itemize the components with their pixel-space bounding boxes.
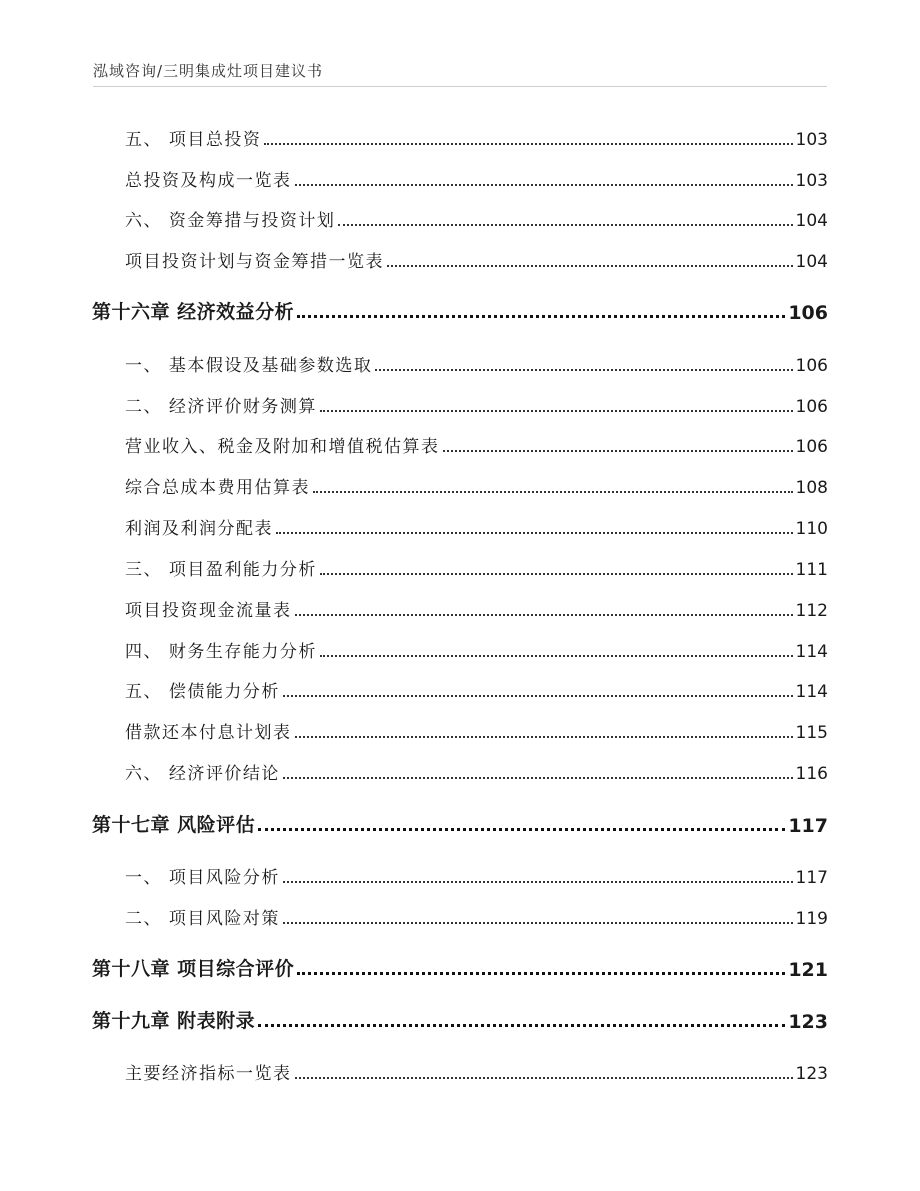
toc-entry-label: 第十九章 附表附录	[92, 1010, 256, 1032]
toc-entry-label: 一、 项目风险分析	[125, 868, 280, 888]
toc-page-number: 121	[788, 959, 828, 981]
dot-leader	[320, 410, 793, 412]
toc-entry-label: 五、 偿债能力分析	[125, 682, 280, 702]
toc-entry-label: 六、 资金筹措与投资计划	[125, 211, 336, 231]
dot-leader	[283, 881, 793, 883]
dot-leader	[264, 143, 792, 145]
toc-page-number: 108	[795, 478, 828, 498]
toc-entry-label: 三、 项目盈利能力分析	[125, 560, 317, 580]
dot-leader	[258, 1024, 785, 1027]
dot-leader	[283, 922, 793, 924]
dot-leader	[313, 491, 793, 493]
dot-leader	[320, 655, 793, 657]
toc-page-number: 106	[795, 437, 828, 457]
toc-section-entry[interactable]	[125, 678, 828, 702]
toc-section-entry[interactable]	[125, 864, 828, 888]
toc-entry-label: 四、 财务生存能力分析	[125, 642, 317, 662]
dot-leader	[276, 532, 793, 534]
toc-entry-label: 第十八章 项目综合评价	[92, 958, 295, 980]
toc-entry-label: 项目投资现金流量表	[125, 601, 292, 621]
toc-chapter-entry[interactable]	[92, 1005, 828, 1033]
dot-leader	[320, 573, 793, 575]
toc-page-number: 115	[795, 723, 828, 743]
toc-page-number: 106	[795, 397, 828, 417]
toc-entry-label: 第十七章 风险评估	[92, 814, 256, 836]
toc-entry-label: 总投资及构成一览表	[125, 171, 292, 191]
toc-entry-label: 主要经济指标一览表	[125, 1064, 292, 1084]
toc-page-number: 117	[788, 815, 828, 837]
dot-leader	[295, 736, 793, 738]
dot-leader	[297, 315, 785, 318]
toc-chapter-entry[interactable]	[92, 953, 828, 981]
toc-page-number: 104	[795, 252, 828, 272]
toc-section-entry[interactable]	[125, 352, 828, 376]
toc-entry-label: 项目投资计划与资金筹措一览表	[125, 252, 384, 272]
toc-page-number: 103	[795, 171, 828, 191]
toc-section-entry[interactable]	[125, 126, 828, 150]
toc-chapter-entry[interactable]	[92, 296, 828, 324]
toc-section-entry[interactable]	[125, 248, 828, 272]
toc-section-entry[interactable]	[125, 474, 828, 498]
toc-section-entry[interactable]	[125, 760, 828, 784]
dot-leader	[295, 184, 793, 186]
dot-leader	[295, 1077, 793, 1079]
toc-chapter-entry[interactable]	[92, 809, 828, 837]
toc-page-number: 114	[795, 682, 828, 702]
toc-section-entry[interactable]	[125, 719, 828, 743]
toc-page-number: 116	[795, 764, 828, 784]
toc-entry-label: 借款还本付息计划表	[125, 723, 292, 743]
dot-leader	[443, 450, 793, 452]
toc-page-number: 111	[795, 560, 828, 580]
toc-section-entry[interactable]	[125, 207, 828, 231]
dot-leader	[258, 828, 785, 831]
toc-entry-label: 综合总成本费用估算表	[125, 478, 310, 498]
toc-page-number: 123	[788, 1011, 828, 1033]
toc-page-number: 104	[795, 211, 828, 231]
toc-entry-label: 一、 基本假设及基础参数选取	[125, 356, 373, 376]
toc-entry-label: 利润及利润分配表	[125, 519, 273, 539]
toc-entry-label: 二、 经济评价财务测算	[125, 397, 317, 417]
toc-section-entry[interactable]	[125, 167, 828, 191]
toc-section-entry[interactable]	[125, 638, 828, 662]
toc-section-entry[interactable]	[125, 393, 828, 417]
dot-leader	[338, 224, 792, 226]
toc-section-entry[interactable]	[125, 556, 828, 580]
toc-page-number: 110	[795, 519, 828, 539]
toc-page-number: 119	[795, 909, 828, 929]
toc-entry-label: 二、 项目风险对策	[125, 909, 280, 929]
toc-entry-label: 五、 项目总投资	[125, 130, 262, 150]
toc-section-entry[interactable]	[125, 433, 828, 457]
dot-leader	[375, 369, 792, 371]
running-header: 泓域咨询/三明集成灶项目建议书	[93, 62, 324, 80]
toc-entry-label: 第十六章 经济效益分析	[92, 301, 295, 323]
toc-page-number: 114	[795, 642, 828, 662]
dot-leader	[283, 695, 793, 697]
dot-leader	[295, 614, 793, 616]
toc-entry-label: 营业收入、税金及附加和增值税估算表	[125, 437, 440, 457]
toc-entry-label: 六、 经济评价结论	[125, 764, 280, 784]
toc-page-number: 117	[795, 868, 828, 888]
toc-page-number: 103	[795, 130, 828, 150]
toc-section-entry[interactable]	[125, 597, 828, 621]
toc-page-number: 112	[795, 601, 828, 621]
toc-section-entry[interactable]	[125, 905, 828, 929]
toc-section-entry[interactable]	[125, 1060, 828, 1084]
toc-page-number: 123	[795, 1064, 828, 1084]
dot-leader	[297, 972, 785, 975]
dot-leader	[283, 777, 793, 779]
dot-leader	[387, 265, 793, 267]
toc-section-entry[interactable]	[125, 515, 828, 539]
toc-page-number: 106	[795, 356, 828, 376]
toc-page-number: 106	[788, 302, 828, 324]
